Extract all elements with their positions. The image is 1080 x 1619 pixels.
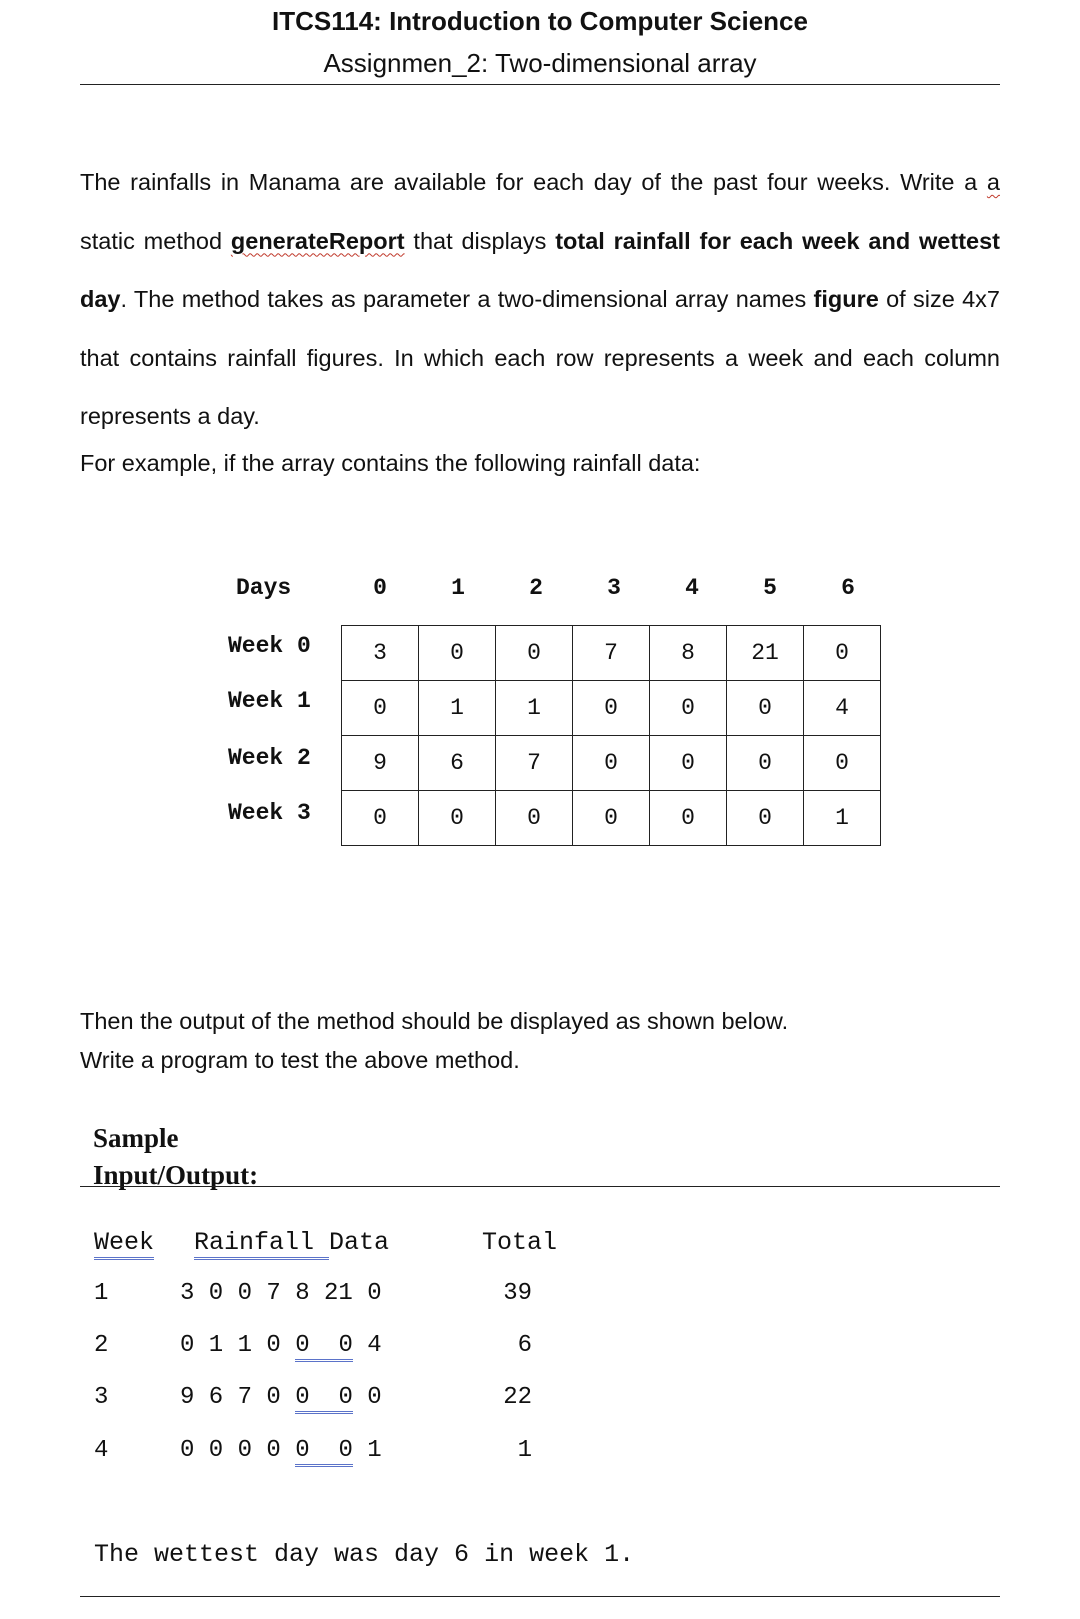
grid-row <box>342 681 881 736</box>
output-data-part <box>310 1437 339 1467</box>
intro-text-1: The rainfalls in Manama are available for each day of the past four weeks. Write a <box>80 169 987 195</box>
day-header: 1 <box>451 575 465 601</box>
output-total: 22 <box>503 1384 532 1411</box>
day-header: 6 <box>841 575 855 601</box>
output-week-number: 4 <box>94 1437 109 1464</box>
grid-cell: 0 <box>804 626 881 681</box>
grid-cell: 0 <box>650 791 727 846</box>
output-total: 39 <box>503 1280 532 1307</box>
example-intro: For example, if the array contains the following rainfall data: <box>80 450 701 476</box>
output-week-number: 3 <box>94 1384 109 1411</box>
grid-cell: 0 <box>650 681 727 736</box>
grid-cell: 7 <box>573 626 650 681</box>
output-week-number: 2 <box>94 1332 109 1359</box>
intro-text-4: that displays <box>404 227 556 254</box>
grid-cell: 6 <box>419 736 496 791</box>
grid-cell: 0 <box>419 791 496 846</box>
intro-text-3: static method <box>80 227 231 254</box>
intro-bold-figure: figure <box>813 286 879 312</box>
output-data-part <box>310 1332 339 1362</box>
grid-cell: 0 <box>342 791 419 846</box>
week-label: Week 0 <box>228 633 311 659</box>
day-header: 4 <box>685 575 699 601</box>
header-divider <box>80 84 1000 85</box>
grid-cell: 0 <box>573 736 650 791</box>
output-rainfall-data <box>180 1437 382 1464</box>
output-header-data: Data <box>329 1228 390 1257</box>
then-text: Then the output of the method should be displayed as shown below. <box>80 1008 789 1034</box>
program-text: Write a program to test the above method. <box>80 1047 520 1073</box>
day-header: 3 <box>607 575 621 601</box>
output-data-part: 4 <box>352 1332 382 1359</box>
sample-heading-line2: Input/Output: <box>93 1160 259 1190</box>
grid-cell: 0 <box>496 626 573 681</box>
output-data-part: 0 0 0 0 <box>180 1437 296 1464</box>
day-header: 2 <box>529 575 543 601</box>
week-label: Week 3 <box>228 800 311 826</box>
grid-cell: 1 <box>496 681 573 736</box>
output-data-part: 0 <box>295 1437 309 1467</box>
output-data-part: 3 0 0 7 8 <box>180 1280 325 1307</box>
grid-cell: 7 <box>496 736 573 791</box>
grid-cell: 0 <box>419 626 496 681</box>
output-header-rainfall: Rainfall <box>194 1228 314 1260</box>
intro-bold-1: total rainfall for each week and wettest day <box>80 227 1000 312</box>
grid-cell: 0 <box>727 681 804 736</box>
day-header: 5 <box>763 575 777 601</box>
grid-row <box>342 626 881 681</box>
output-data-part: 0 <box>367 1280 382 1307</box>
week-label: Week 2 <box>228 745 311 771</box>
output-data-part: 0 1 1 0 <box>180 1332 296 1359</box>
output-total: 1 <box>517 1437 532 1464</box>
output-data-part: 0 <box>338 1384 352 1414</box>
output-rainfall-data <box>180 1280 382 1307</box>
intro-text-6: of size 4x7 that contains rainfall figures. In which each row represents a week and each column represents a day. <box>80 286 1000 429</box>
output-header-rainfall-data <box>194 1228 389 1257</box>
assignment-title: Assignmen_2: Two-dimensional array <box>323 48 757 78</box>
sample-heading <box>93 1120 258 1194</box>
output-rainfall-data <box>180 1384 382 1411</box>
output-week-number: 1 <box>94 1280 109 1307</box>
output-header-total: Total <box>482 1228 558 1257</box>
wettest-day-line: The wettest day was day 6 in week 1. <box>94 1540 635 1569</box>
output-data-part: 1 <box>352 1437 382 1464</box>
intro-paragraph <box>80 153 1000 446</box>
output-data-part <box>310 1384 339 1414</box>
grid-cell: 0 <box>496 791 573 846</box>
output-data-part: 0 <box>338 1437 352 1467</box>
grid-cell: 0 <box>342 681 419 736</box>
grid-cell: 4 <box>804 681 881 736</box>
day-header: 0 <box>373 575 387 601</box>
grid-cell: 0 <box>804 736 881 791</box>
output-header-gap <box>314 1228 329 1260</box>
output-data-part: 21 <box>324 1280 353 1307</box>
output-data-part: 0 <box>295 1332 309 1362</box>
output-total: 6 <box>517 1332 532 1359</box>
grid-cell: 9 <box>342 736 419 791</box>
output-data-part: 0 <box>338 1332 352 1362</box>
grid-cell: 1 <box>804 791 881 846</box>
grid-cell: 21 <box>727 626 804 681</box>
week-label: Week 1 <box>228 688 311 714</box>
sample-divider <box>80 1186 1000 1187</box>
grid-cell: 0 <box>727 736 804 791</box>
output-data-part <box>353 1280 367 1307</box>
intro-repeated-word: a <box>986 169 1000 195</box>
output-data-part: 9 6 7 0 <box>180 1384 296 1411</box>
intro-text-5: . The method takes as parameter a two-dimensional array names <box>120 286 814 312</box>
days-label: Days <box>236 575 292 601</box>
output-rainfall-data <box>180 1332 382 1359</box>
grid-row <box>342 736 881 791</box>
method-name: generateReport <box>230 227 405 254</box>
output-header-week: Week <box>94 1228 154 1260</box>
course-title: ITCS114: Introduction to Computer Science <box>272 6 808 36</box>
grid-cell: 1 <box>419 681 496 736</box>
grid-cell: 8 <box>650 626 727 681</box>
grid-row <box>342 791 881 846</box>
grid-cell: 0 <box>573 791 650 846</box>
grid-cell: 3 <box>342 626 419 681</box>
grid-cell: 0 <box>727 791 804 846</box>
output-data-part: 0 <box>295 1384 309 1414</box>
footer-divider <box>80 1596 1000 1597</box>
grid-cell: 0 <box>573 681 650 736</box>
rainfall-grid <box>341 625 881 846</box>
output-data-part: 0 <box>352 1384 382 1411</box>
grid-cell: 0 <box>650 736 727 791</box>
sample-heading-line1: Sample <box>93 1123 179 1153</box>
